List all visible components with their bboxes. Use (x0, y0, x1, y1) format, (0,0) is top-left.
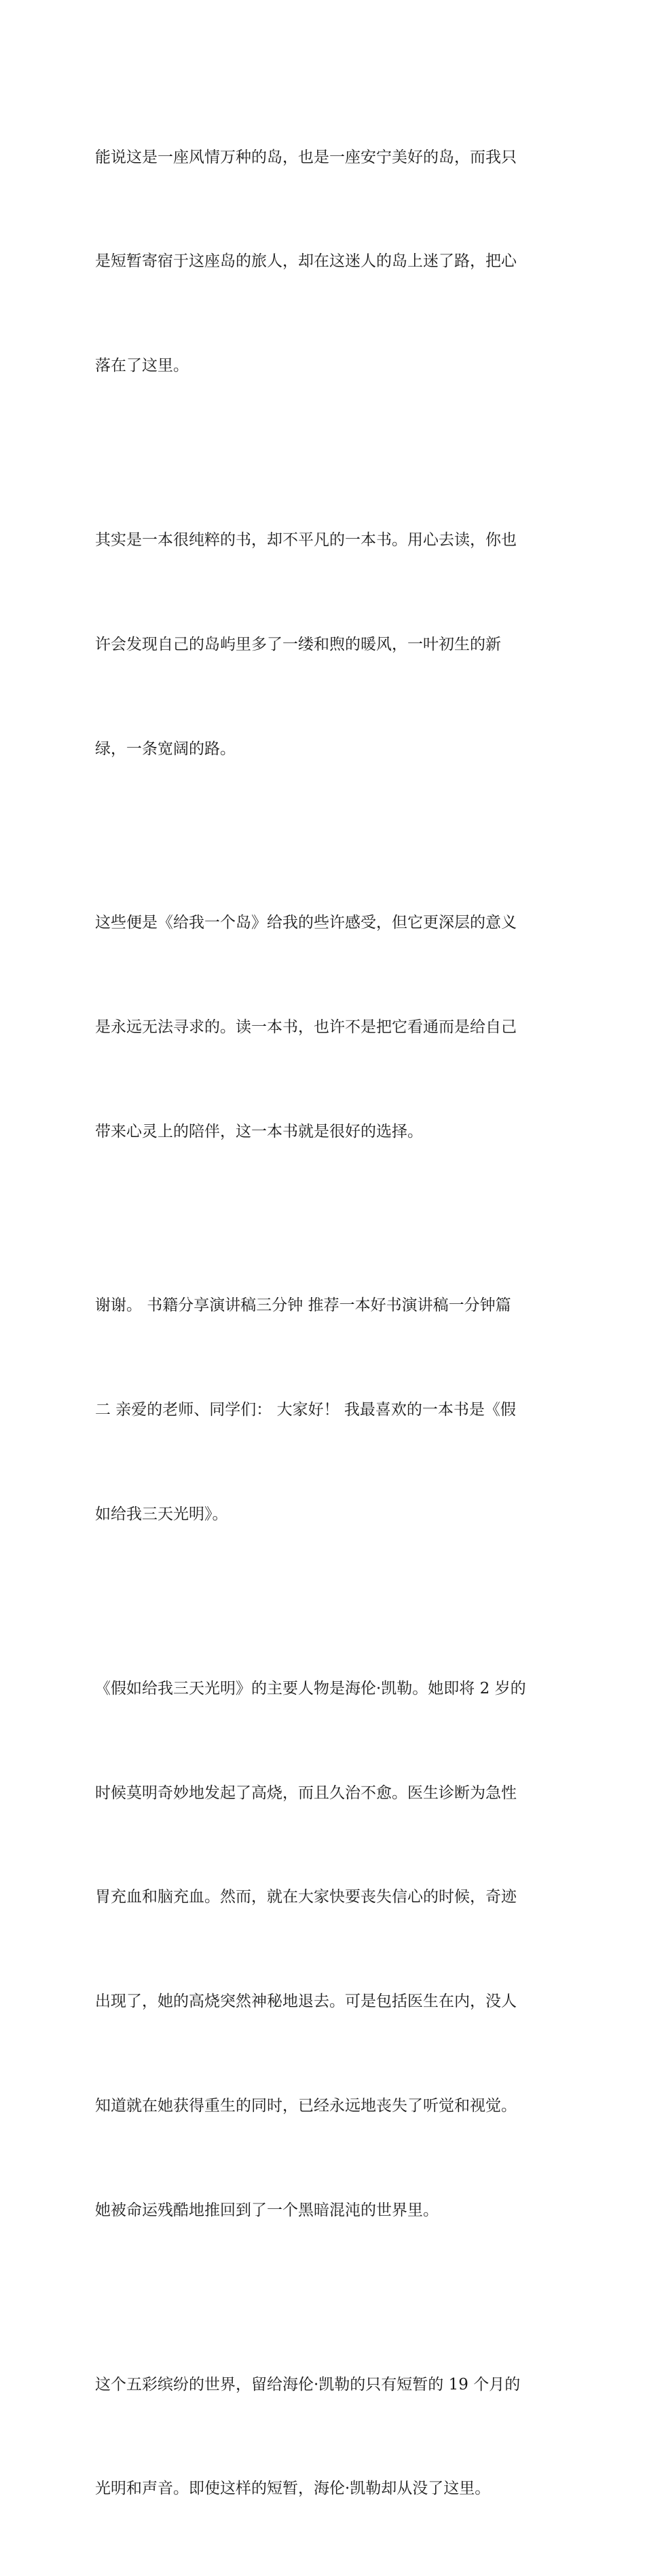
text-line: 光明和声音。即使这样的短暂，海伦·凯勒却从没了这里。 (95, 2480, 491, 2498)
text-line: 这些便是《给我一个岛》给我的些许感受，但它更深层的意义 (95, 914, 517, 932)
paragraph-pure-book (95, 453, 554, 836)
paragraph-feelings (95, 837, 554, 1219)
text-line: 二 亲爱的老师、同学们： 大家好！ 我最喜欢的一本书是《假 (95, 1401, 516, 1419)
text-line: 带来心灵上的陪伴，这一本书就是很好的选择。 (95, 1122, 423, 1140)
text-line: 是短暂寄宿于这座岛的旅人，却在这迷人的岛上迷了路，把心 (95, 252, 517, 271)
text-line: 是永远无法寻求的。读一本书，也许不是把它看通而是给自己 (95, 1018, 517, 1037)
paragraph-colorful-world (95, 2298, 554, 2576)
text-line: 胃充血和脑充血。然而，就在大家快要丧失信心的时候，奇迹 (95, 1888, 517, 1906)
text-line: 这个五彩缤纷的世界，留给海伦·凯勒的只有短暂的 19 个月的 (95, 2375, 521, 2394)
text-line: 出现了，她的高烧突然神秘地退去。可是包括医生在内，没人 (95, 1993, 517, 2011)
document-body (95, 71, 554, 2576)
text-line: 其实是一本很纯粹的书，却不平凡的一本书。用心去读，你也 (95, 531, 517, 549)
paragraph-helen-keller (95, 1602, 554, 2298)
text-line: 许会发现自己的岛屿里多了一缕和煦的暖风，一叶初生的新 (95, 635, 501, 653)
paragraph-speech-intro (95, 1219, 554, 1602)
text-line: 《假如给我三天光明》的主要人物是海伦·凯勒。她即将 2 岁的 (95, 1679, 526, 1697)
text-line: 落在了这里。 (95, 357, 189, 375)
text-line: 时候莫明奇妙地发起了高烧，而且久治不愈。医生诊断为急性 (95, 1784, 517, 1802)
text-line: 能说这是一座风情万种的岛，也是一座安宁美好的岛，而我只 (95, 148, 517, 166)
text-line: 她被命运残酷地推回到了一个黑暗混沌的世界里。 (95, 2202, 439, 2220)
text-line: 如给我三天光明》。 (95, 1505, 228, 1524)
paragraph-island-intro (95, 71, 554, 453)
text-line: 知道就在她获得重生的同时，已经永远地丧失了听觉和视觉。 (95, 2097, 517, 2115)
text-line: 绿，一条宽阔的路。 (95, 739, 236, 758)
text-line: 谢谢。 书籍分享演讲稿三分钟 推荐一本好书演讲稿一分钟篇 (95, 1296, 511, 1315)
